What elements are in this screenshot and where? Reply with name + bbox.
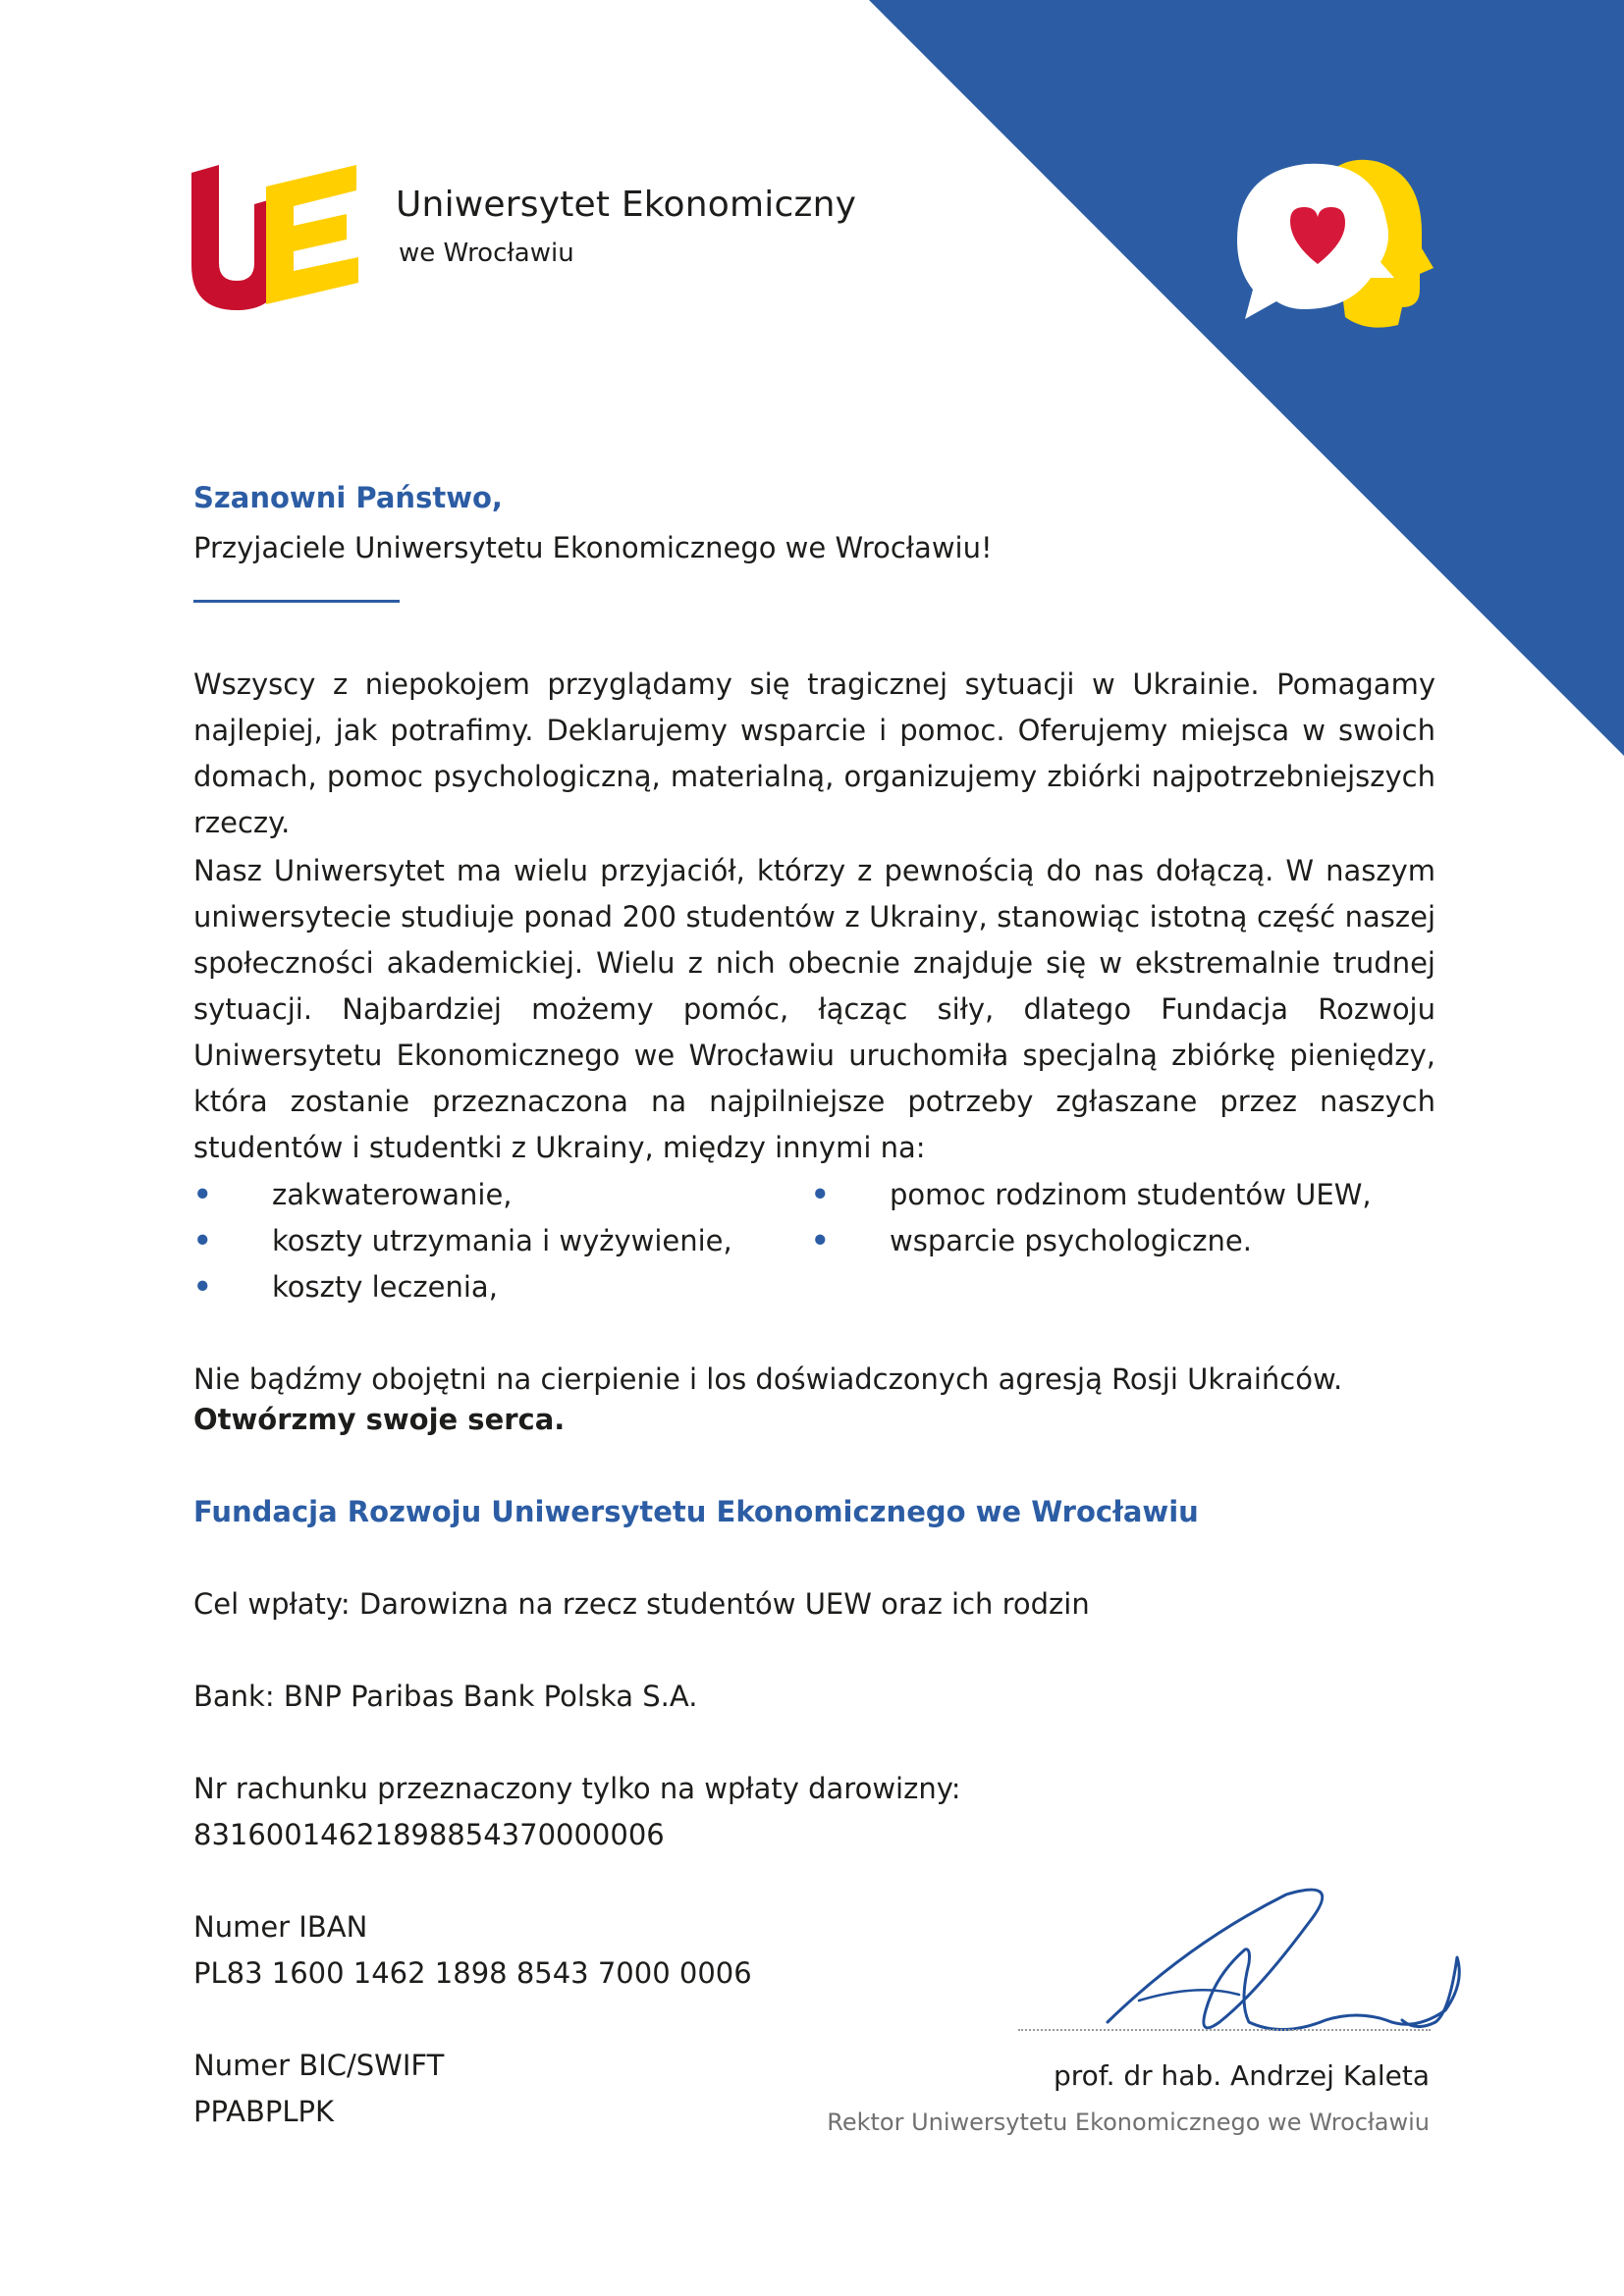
bullet: • [193,1178,212,1211]
bank-name: Bank: BNP Paribas Bank Polska S.A. [193,1680,698,1713]
handwritten-signature [992,1885,1483,2052]
account-label: Nr rachunku przeznaczony tylko na wpłaty darowizny: [193,1772,961,1805]
bullet: • [193,1224,212,1257]
signer-name: prof. dr hab. Andrzej Kaleta [1053,2059,1430,2092]
bullet: • [193,1270,212,1304]
foundation-name: Fundacja Rozwoju Uniwersytetu Ekonomicznego we Wrocławiu [193,1495,1199,1528]
list-item: • pomoc rodzinom studentów UEW, [811,1172,1372,1218]
list-item: • koszty utrzymania i wyżywienie, [193,1218,732,1264]
university-city: we Wrocławiu [399,239,574,268]
closing-bold: Otwórzmy swoje serca. [193,1403,566,1436]
paragraph-1: Wszyscy z niepokojem przyglądamy się tragicznej sytuacji w Ukrainie. Pomagamy najlepiej, jak potrafimy. Deklarujemy wsparcie i pomoc. Oferujemy miejsca w swoich domach, pomoc psychologiczną, materialną, organizujemy zbiórki najpotrzebniejszych rzeczy. [193,667,1435,839]
bullet: • [811,1224,830,1257]
heart-badge-icon [1219,152,1435,329]
account-number: 83160014621898854370000006 [193,1818,665,1851]
needs-list-left [193,1172,732,1310]
bic-code: PPABPLPK [193,2095,335,2128]
bullet: • [811,1178,830,1211]
list-item: • zakwaterowanie, [193,1172,732,1218]
signature-line [1018,2029,1431,2031]
donation-purpose: Cel wpłaty: Darowizna na rzecz studentów UEW oraz ich rodzin [193,1587,1090,1621]
list-item: • koszty leczenia, [193,1264,732,1310]
needs-list-right [811,1172,1372,1264]
iban-label: Numer IBAN [193,1910,368,1944]
paragraph-2: Nasz Uniwersytet ma wielu przyjaciół, którzy z pewnością do nas dołączą. W naszym uniwersytecie studiuje ponad 200 studentów z Ukrainy, stanowiąc istotną część naszej społeczności akademickiej. Wielu z nich obecnie znajduje się w ekstremalnie trudnej sytuacji. Najbardziej możemy pomóc, łącząc siły, dlatego Fundacja Rozwoju Uniwersytetu Ekonomicznego we Wrocławiu uruchomiła specjalną zbiórkę pieniędzy, która zostanie przeznaczona na najpilniejsze potrzeby zgłaszane przez naszych studentów i studentki z Ukrainy, między innymi na: [193,854,1435,1164]
bic-label: Numer BIC/SWIFT [193,2049,445,2082]
greeting-line-2: Przyjaciele Uniwersytetu Ekonomicznego we Wrocławiu! [193,531,993,564]
divider-rule [193,600,400,603]
university-name: Uniwersytet Ekonomiczny [396,185,857,225]
closing-text: Nie bądźmy obojętni na cierpienie i los doświadczonych agresją Rosji Ukraińców. [193,1362,1343,1396]
ue-logo [189,165,361,310]
signer-role: Rektor Uniwersytetu Ekonomicznego we Wrocławiu [827,2109,1430,2136]
iban-number: PL83 1600 1462 1898 8543 7000 0006 [193,1956,752,1990]
greeting: Szanowni Państwo, [193,481,503,514]
list-item: • wsparcie psychologiczne. [811,1218,1372,1264]
